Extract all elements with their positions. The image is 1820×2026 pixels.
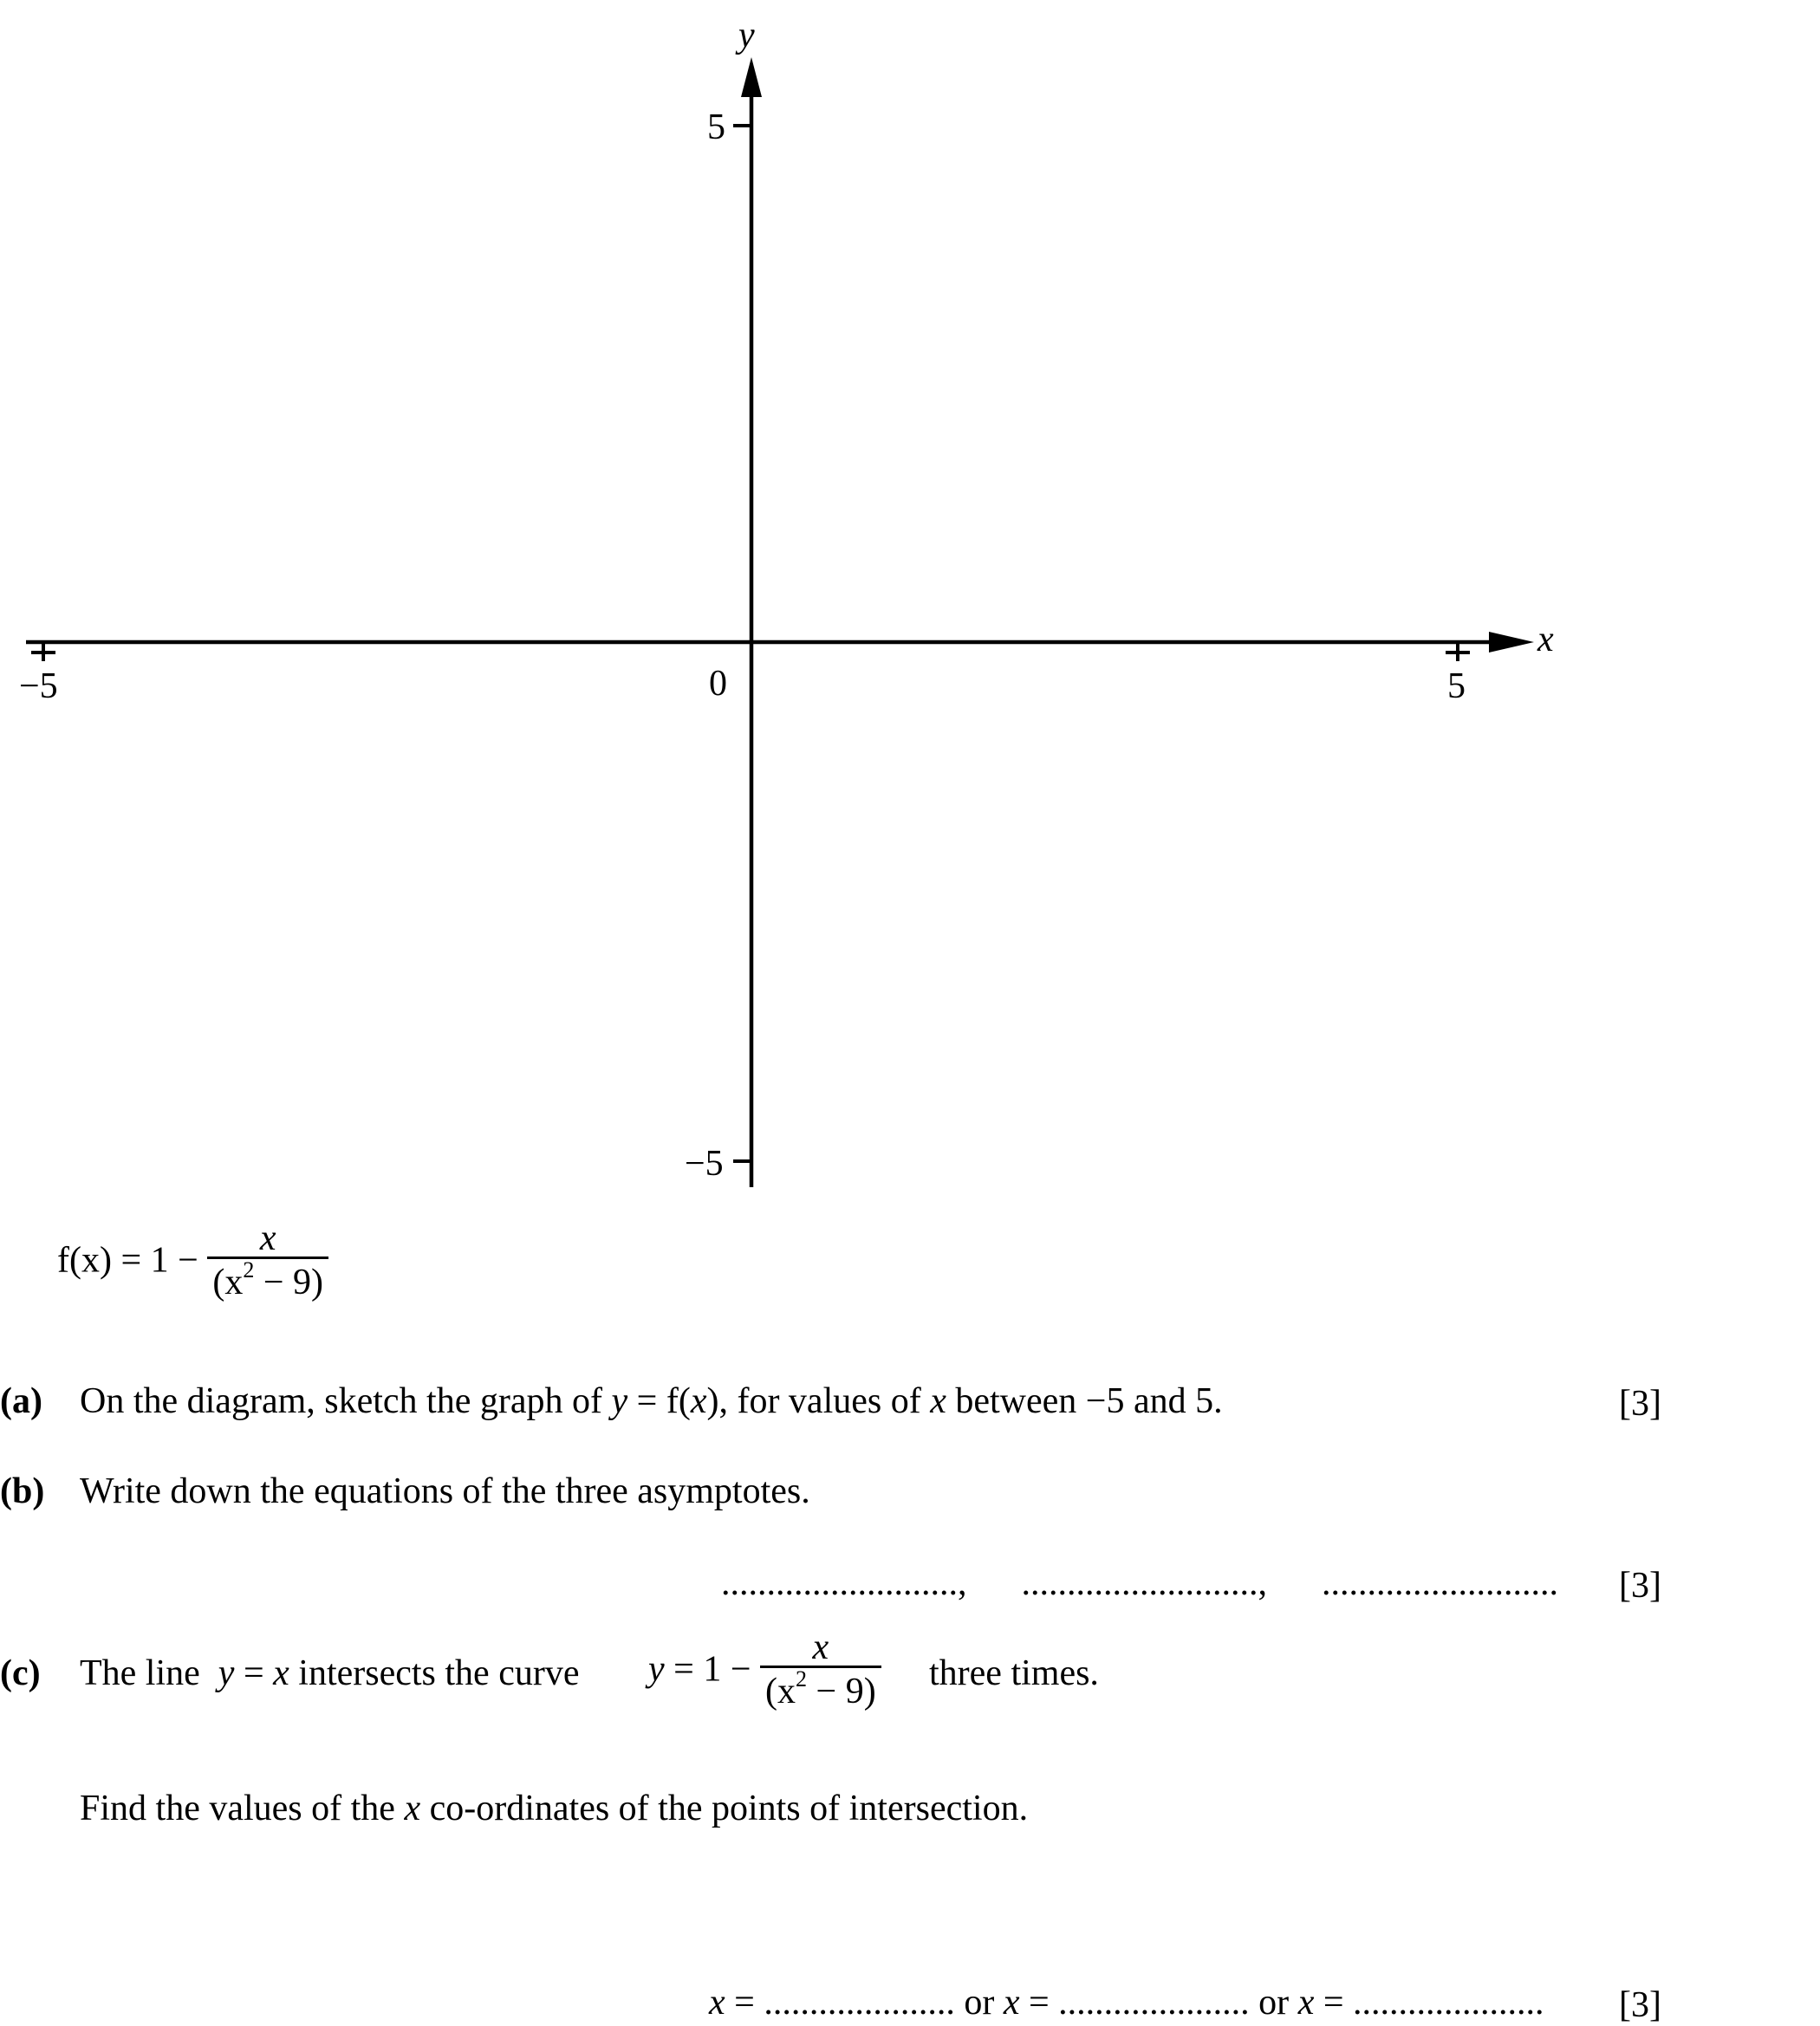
part-b-label: (b) [0,1471,45,1511]
part-a-text [80,1383,1223,1419]
part-c-line-eq: = [234,1653,274,1693]
part-a [0,1381,1223,1421]
function-denominator [207,1257,328,1301]
curve-den-exp: 2 [796,1666,808,1692]
part-a-text-3: ), for values of [706,1381,931,1421]
function-numerator: x [259,1218,276,1258]
y-tick-label-bottom: −5 [685,1144,724,1184]
part-a-y: y [611,1381,628,1421]
part-b-marks: [3] [1619,1566,1661,1606]
part-b-answer-text[interactable]: .........................., .........................., .......................... [721,1563,1558,1603]
part-b-text: Write down the equations of the three asymptotes. [80,1471,810,1511]
part-c-ans-eq1[interactable]: = ..................... or [725,1983,1004,2023]
part-a-text-4: between −5 and 5. [946,1381,1223,1421]
function-definition [57,1220,328,1301]
part-c-ans-x1: x [709,1983,725,2023]
part-c-ans-eq3[interactable]: = ..................... [1314,1983,1544,2023]
part-c-curve-fraction [760,1629,881,1710]
part-c-ans-x2: x [1003,1983,1020,2023]
part-a-x: x [690,1381,707,1421]
part-b-answer-lines[interactable] [721,1565,1558,1601]
part-c-curve-denominator [760,1666,881,1710]
part-a-marks: [3] [1619,1384,1661,1424]
part-c-statement [80,1655,579,1692]
part-c-curve [648,1629,881,1710]
curve-den-open: (x [765,1672,796,1711]
part-c-curve-lhs: = 1 − [664,1649,751,1690]
part-c-prompt-1: Find the values of the [80,1789,405,1828]
part-c-ans-eq2[interactable]: = ..................... or [1019,1983,1298,2023]
x-tick-label-right: 5 [1447,666,1466,706]
y-axis-arrowhead [741,57,762,97]
x-axis-arrowhead [1489,632,1534,653]
den-open: (x [212,1263,244,1302]
x-axis-label: x [1537,620,1554,659]
part-c-prompt-x: x [404,1789,421,1828]
y-axis-label: y [738,16,755,55]
x-tick-label-left: −5 [19,666,58,706]
part-c-curve-y: y [648,1649,665,1690]
curve-den-close: − 9) [807,1672,876,1711]
part-c-line-y: y [218,1653,235,1693]
part-a-text-2: = f( [627,1381,691,1421]
part-c-prompt [80,1790,1028,1827]
part-c-answer-line[interactable] [709,1984,1544,2021]
part-c-text-3: three times. [929,1653,1099,1693]
part-c-ans-x3: x [1297,1983,1315,2023]
part-c-marks: [3] [1619,1985,1661,2025]
part-c-prompt-2: co-ordinates of the points of intersection. [420,1789,1029,1828]
part-b [0,1471,810,1511]
origin-label: 0 [709,664,727,704]
y-tick-label-top: 5 [707,107,725,147]
part-c-text-2: intersects the curve [289,1653,580,1693]
part-c-label: (c) [0,1653,41,1693]
part-c-line-x: x [273,1653,289,1693]
part-a-label: (a) [0,1381,42,1421]
part-a-text-1: On the diagram, sketch the graph of [80,1381,612,1421]
part-c-curve-numerator: x [812,1627,829,1667]
den-close: − 9) [254,1263,324,1302]
den-exp: 2 [243,1257,255,1282]
function-lhs: f(x) = 1 − [57,1240,198,1281]
part-a-x2: x [930,1381,946,1421]
function-fraction [207,1220,328,1301]
part-c-text-1: The line [80,1653,218,1693]
